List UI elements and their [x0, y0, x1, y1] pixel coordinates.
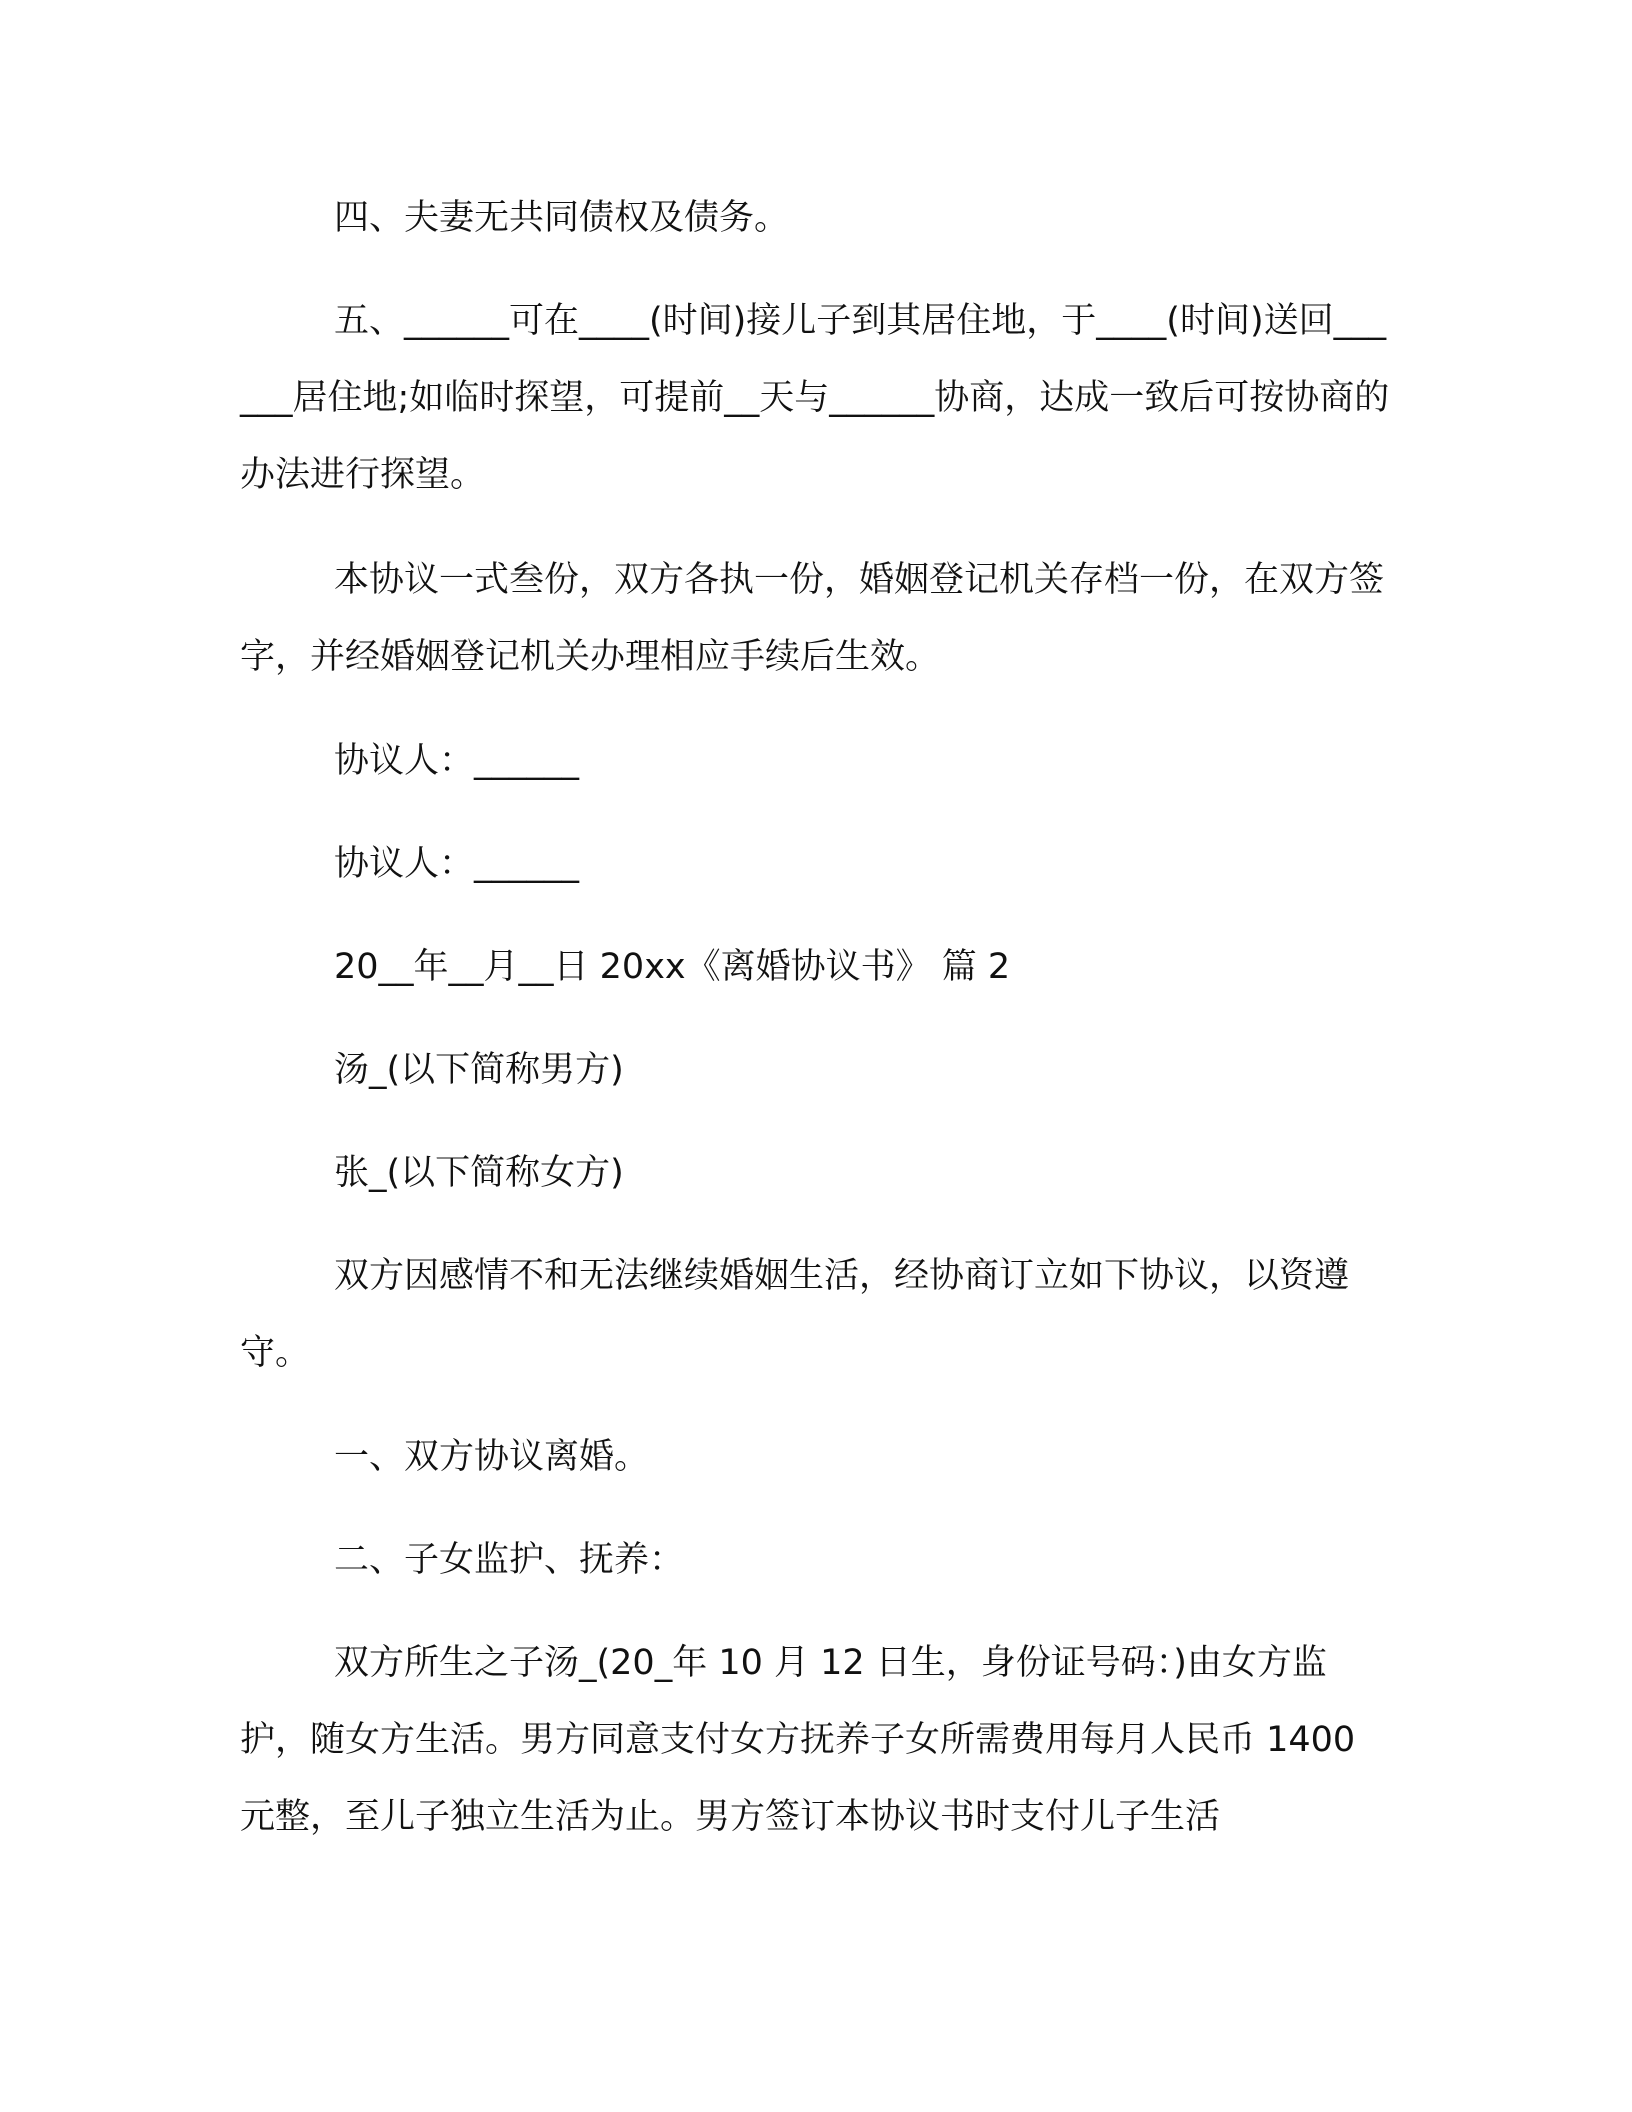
party-female: 张_(以下简称女方) — [334, 1153, 624, 1193]
clause-one: 一、双方协议离婚。 — [334, 1437, 650, 1477]
paragraph-clause-five: 五、______可在____(时间)接儿子到其居住地，于____(时间)送回______居住地;如临时探望，可提前__天与______协商，达成一致后可按协商的办法进行探望。 — [240, 301, 1390, 495]
paragraph-child-custody: 双方所生之子汤_(20_年 10 月 12 日生，身份证号码：)由女方监护，随女方生活。男方同意支付女方抚养子女所需费用每月人民币 1400 元整，至儿子独立生活为止。男方签订本协议书时支付儿子生活 — [240, 1643, 1356, 1837]
signatory-line-1: 协议人：______ — [334, 741, 580, 781]
date-and-section-title: 20__年__月__日 20xx《离婚协议书》 篇 2 — [334, 947, 1011, 987]
party-male: 汤_(以下简称男方) — [334, 1050, 624, 1090]
clause-two-heading: 二、子女监护、抚养： — [334, 1540, 685, 1580]
paragraph-clause-four: 四、夫妻无共同债权及债务。 — [334, 198, 790, 238]
signatory-line-2: 协议人：______ — [334, 844, 580, 884]
paragraph-preamble: 双方因感情不和无法继续婚姻生活，经协商订立如下协议，以资遵守。 — [240, 1256, 1350, 1373]
paragraph-copies-effect: 本协议一式叁份，双方各执一份，婚姻登记机关存档一份，在双方签字，并经婚姻登记机关办理相应手续后生效。 — [240, 560, 1385, 677]
